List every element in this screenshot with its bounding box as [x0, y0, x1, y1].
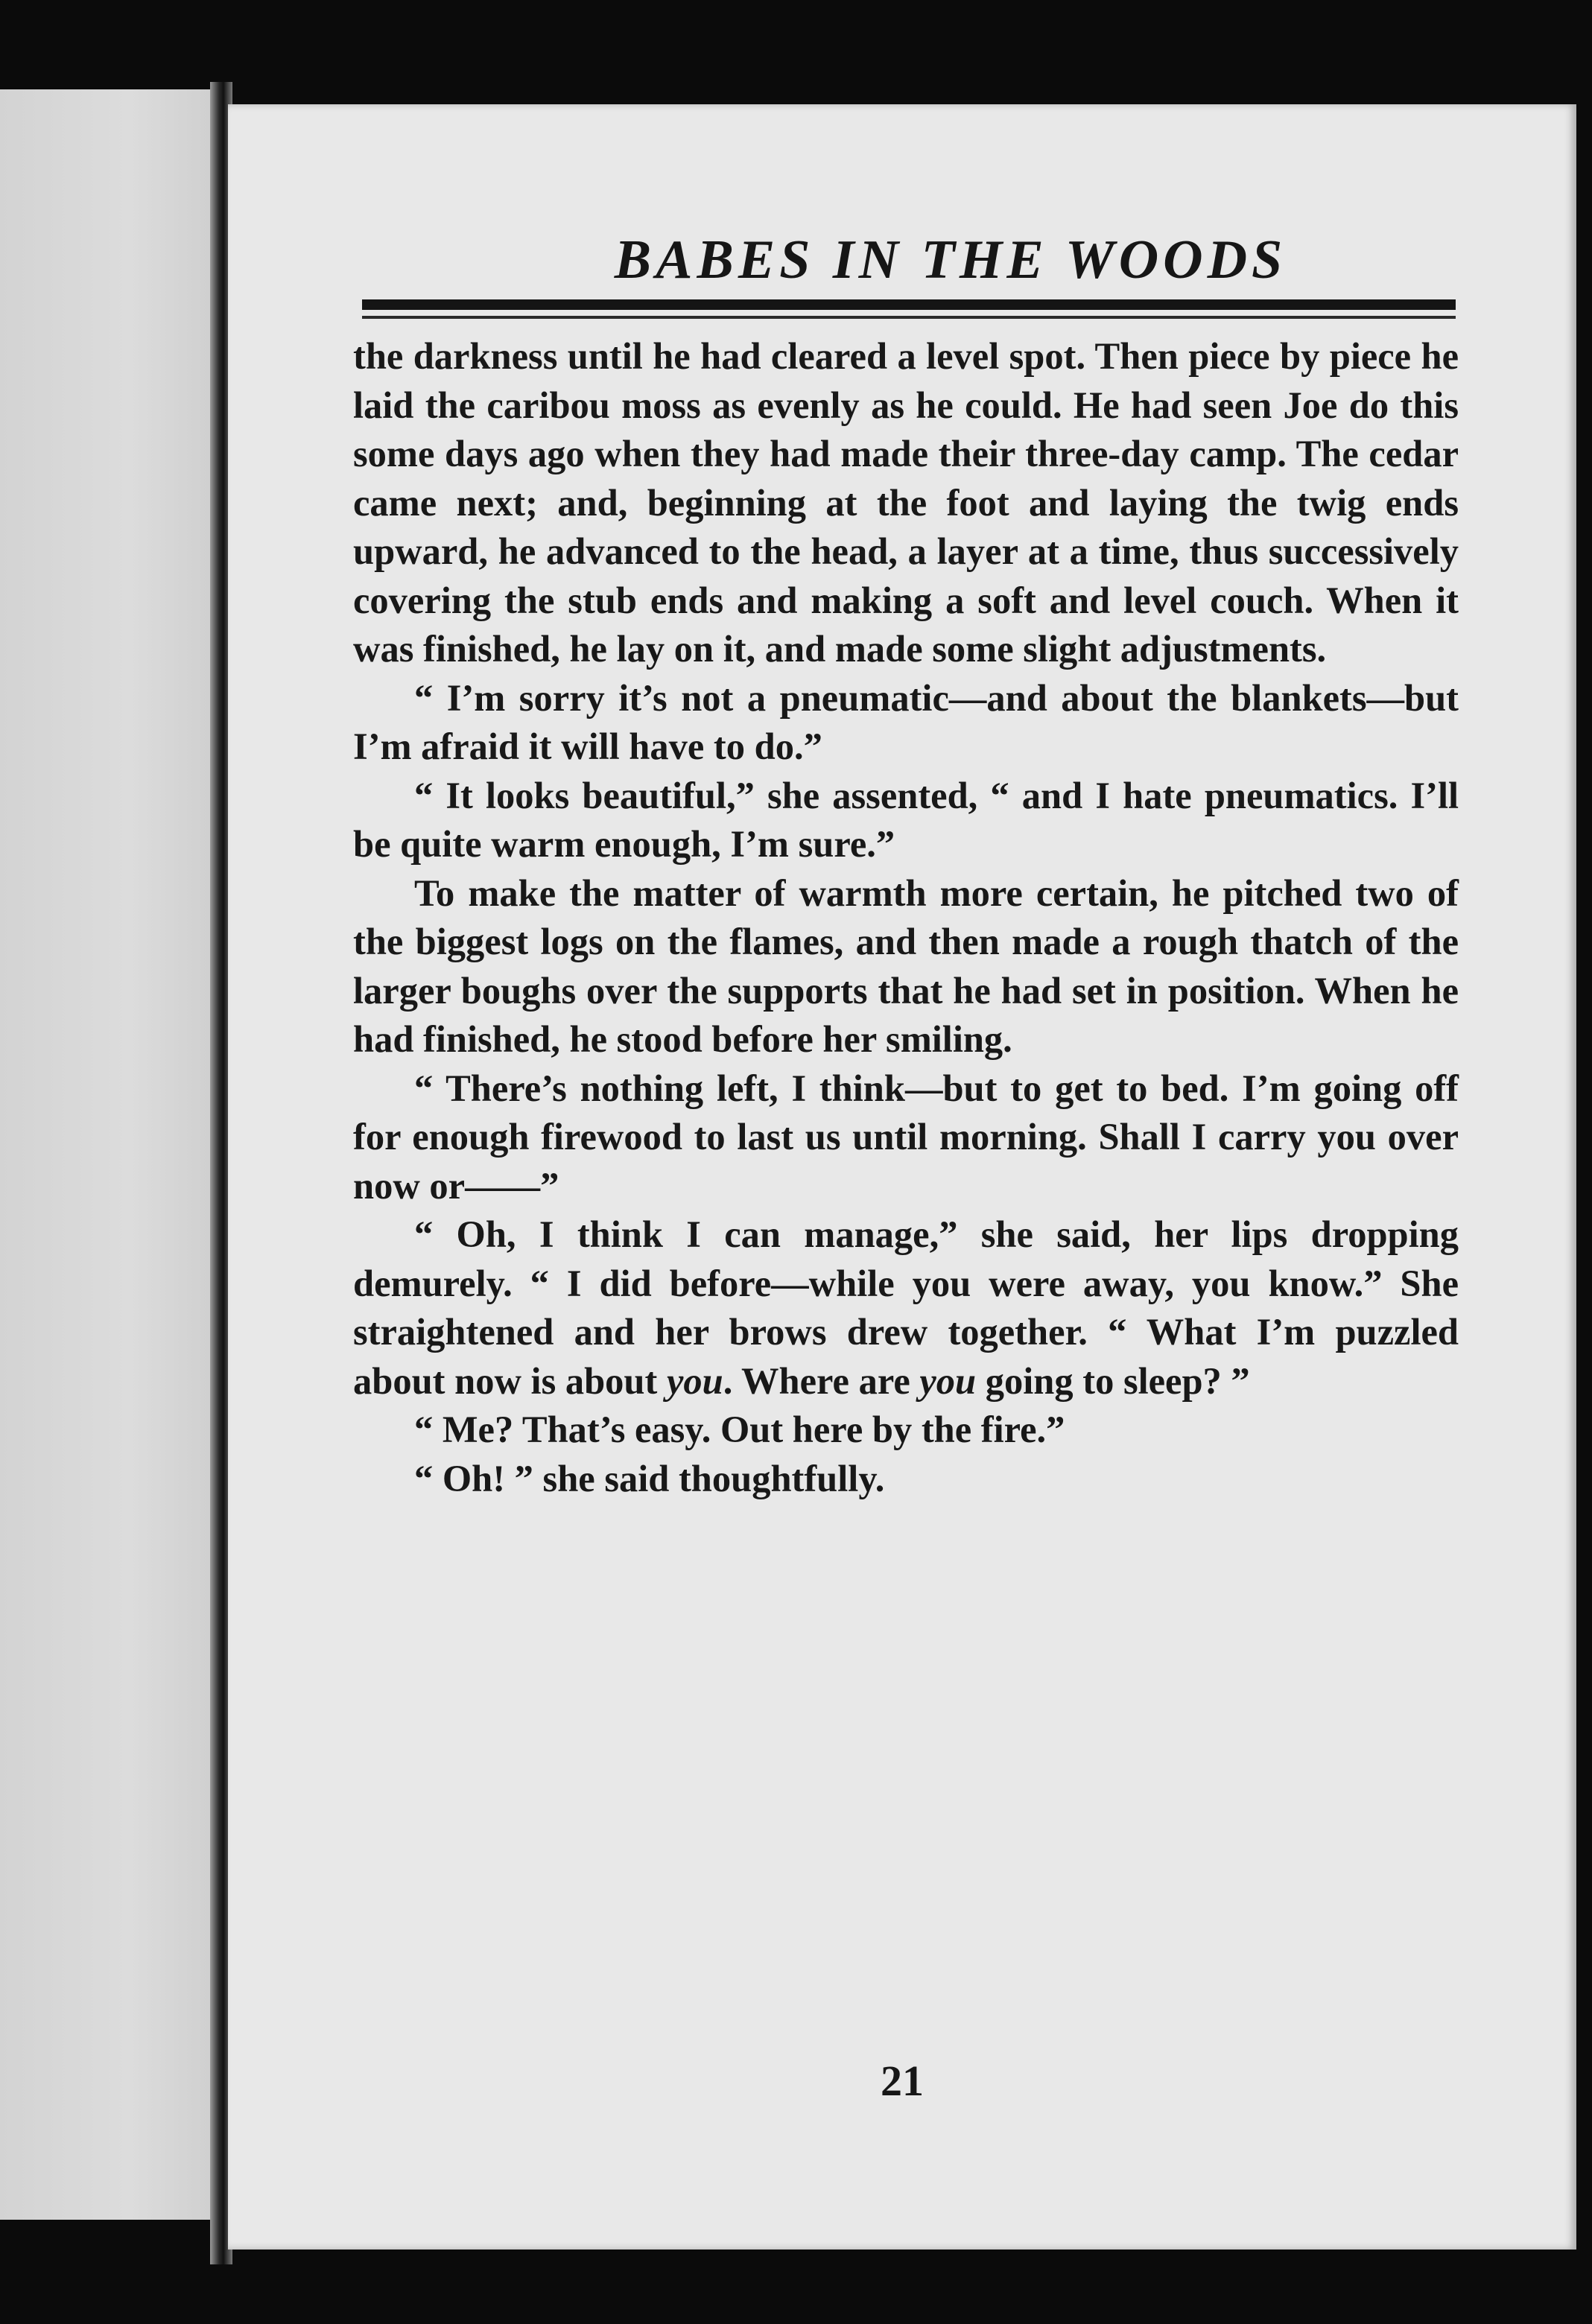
paragraph [353, 1210, 1459, 1406]
page-number: 21 [881, 2057, 924, 2105]
paragraph: “ Me? That’s easy. Out here by the fire.” [414, 1409, 1065, 1450]
header-rule-thin [362, 316, 1456, 319]
body-text [353, 332, 1459, 1503]
header-rule-thick [362, 299, 1456, 310]
paragraph: “ There’s nothing left, I think—but to get to bed. I’m going off for enough firewood to last us until morning. Shall I carry you over now or——” [353, 1067, 1459, 1207]
emphasis: you [666, 1359, 723, 1402]
running-head: BABES IN THE WOODS [614, 229, 1287, 290]
text-run: . Where are [723, 1359, 920, 1402]
text-run: going to sleep? ” [976, 1359, 1250, 1402]
paragraph: “ I’m sorry it’s not a pneumatic—and about the blankets—but I’m afraid it will have to do.” [353, 676, 1459, 767]
emphasis: you [919, 1359, 977, 1402]
paragraph: To make the matter of warmth more certain, he pitched two of the biggest logs on the flames, and then made a rough thatch of the larger boughs over the supports that he had set in position. When he had finished, he stood before her smiling. [353, 872, 1459, 1060]
paragraph: “ It looks beautiful,” she assented, “ and I hate pneumatics. I’ll be quite warm enough, I’m sure.” [353, 774, 1459, 865]
paragraph: the darkness until he had cleared a level spot. Then piece by piece he laid the caribou moss as evenly as he could. He had seen Joe do this some days ago when they had made their three-day camp. The cedar came next; and, beginning at the foot and laying the twig ends upward, he advanced to the head, a layer at a time, thus successively covering the stub ends and making a soft and level couch. When it was finished, he lay on it, and made some slight adjustments. [353, 335, 1459, 670]
paragraph: “ Oh! ” she said thoughtfully. [414, 1457, 885, 1499]
facing-page-edge [0, 89, 216, 2220]
text-run: “ Oh, I think I can manage,” she said, her lips dropping demurely. “ I did before—while you were away, you know.” She straightened and her brows drew together. “ What I’m puzzled about now is about [353, 1213, 1459, 1402]
book-page [228, 104, 1576, 2250]
